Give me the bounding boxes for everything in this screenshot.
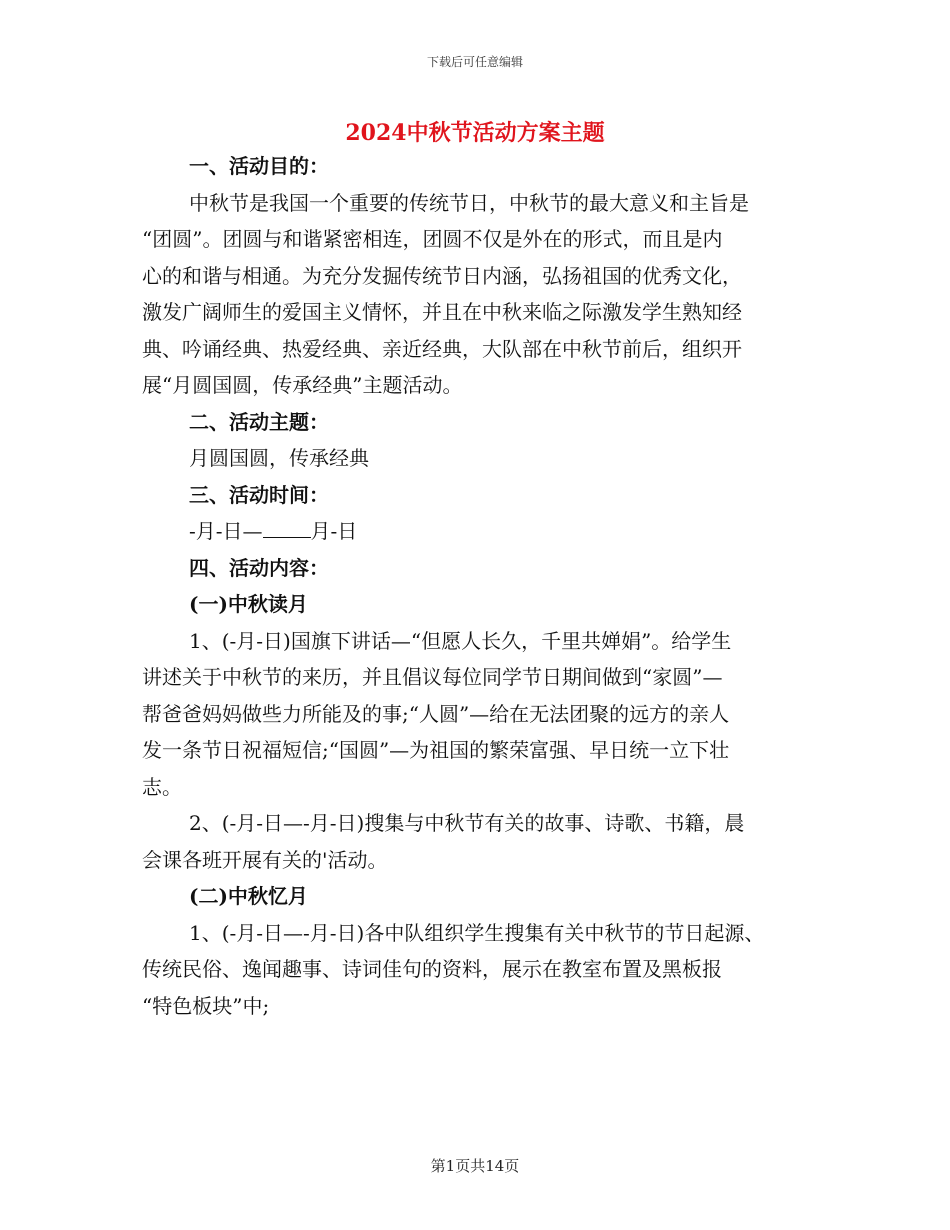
paragraph-line: 1、(-月-日)国旗下讲话—“但愿人长久，千里共婵娟”。给学生: [189, 628, 732, 653]
blank-underline: [263, 519, 311, 538]
page-number: 第1页共14页: [430, 1157, 520, 1175]
paragraph-line: 1、(-月-日—-月-日)各中队组织学生搜集有关中秋节的节日起源、: [189, 920, 765, 945]
section-heading-time: 三、活动时间：: [189, 482, 329, 507]
paragraph-line: 讲述关于中秋节的来历，并且倡议每位同学节日期间做到“家圆”—: [142, 665, 723, 689]
paragraph-line: 展“月圆国圆，传承经典”主题活动。: [142, 373, 463, 397]
paragraph-line: 发一条节日祝福短信;“国圆”—为祖国的繁荣富强、早日统一立下壮: [142, 738, 730, 762]
time-start: -月-日—: [189, 519, 263, 543]
paragraph-line: 帮爸爸妈妈做些力所能及的事;“人圆”—给在无法团聚的远方的亲人: [142, 701, 730, 726]
paragraph-line: 中秋节是我国一个重要的传统节日，中秋节的最大意义和主旨是: [189, 190, 749, 215]
paragraph-line: 志。: [142, 774, 182, 799]
subsection-heading-read-moon: (一)中秋读月: [189, 592, 308, 616]
paragraph-line: “特色板块”中;: [142, 993, 270, 1018]
theme-text: 月圆国圆，传承经典: [189, 446, 369, 470]
document-body: [142, 148, 822, 1024]
paragraph-line: 会课各班开展有关的'活动。: [142, 847, 388, 872]
paragraph-line: 激发广阔师生的爱国主义情怀，并且在中秋来临之际激发学生熟知经: [142, 300, 742, 324]
document-title: 2024中秋节活动方案主题: [345, 120, 605, 146]
activity-time: [142, 513, 822, 550]
paragraph-line: 传统民俗、逸闻趣事、诗词佳句的资料，展示在教室布置及黑板报: [142, 957, 722, 981]
paragraph-line: 典、吟诵经典、热爱经典、亲近经典，大队部在中秋节前后，组织开: [142, 336, 742, 361]
section-heading-content: 四、活动内容：: [189, 555, 329, 580]
time-end: 月-日: [310, 519, 358, 543]
header-note: 下载后可任意编辑: [426, 55, 523, 69]
section-heading-theme: 二、活动主题：: [189, 409, 329, 434]
paragraph-line: 心的和谐与相通。为充分发掘传统节日内涵，弘扬祖国的优秀文化，: [142, 263, 742, 288]
subsection-heading-recall-moon: (二)中秋忆月: [189, 884, 308, 908]
paragraph-line: “团圆”。团圆与和谐紧密相连，团圆不仅是外在的形式，而且是内: [142, 227, 723, 251]
section-heading-purpose: 一、活动目的：: [189, 154, 329, 178]
paragraph-line: 2、(-月-日—-月-日)搜集与中秋节有关的故事、诗歌、书籍，晨: [189, 811, 745, 835]
